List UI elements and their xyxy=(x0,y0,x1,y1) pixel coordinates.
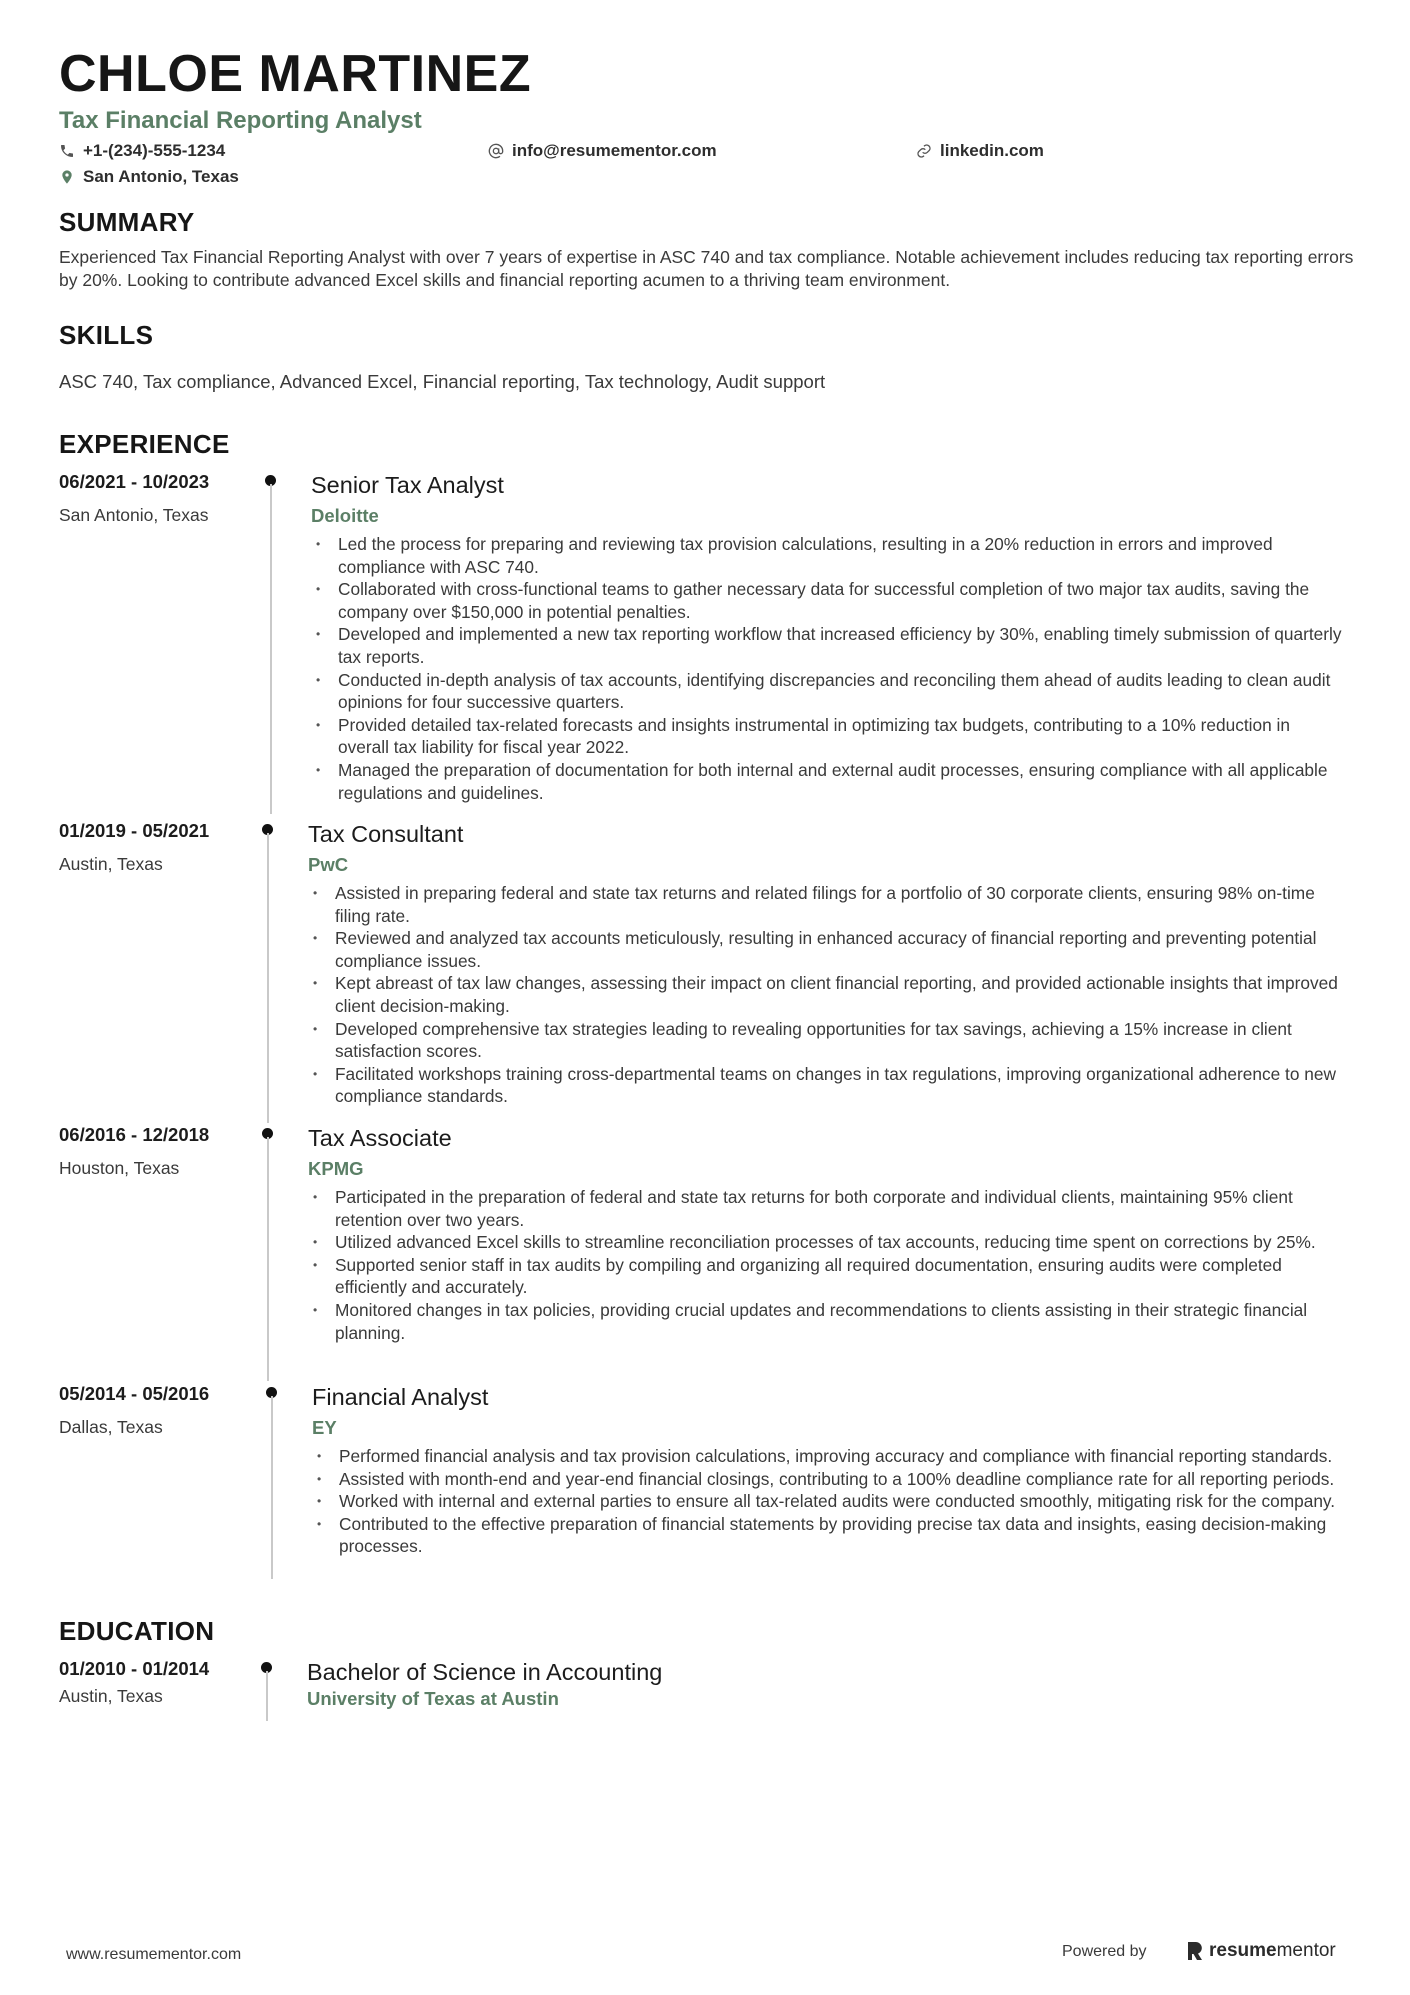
education-location: Austin, Texas xyxy=(59,1686,163,1706)
job-dates: 06/2016 - 12/2018 xyxy=(59,1124,210,1145)
job-bullets xyxy=(311,533,1343,804)
list-item: • Conducted in-depth analysis of tax accounts, identifying discrepancies and reconciling them ahead of audits leading to clean audit opinions for four successive quarters. xyxy=(311,669,1343,714)
logo-text-bold: resume xyxy=(1209,1940,1277,1961)
timeline-rail xyxy=(267,833,269,1123)
job-dates: 05/2014 - 05/2016 xyxy=(59,1383,210,1404)
at-sign-icon xyxy=(488,143,504,159)
list-item: • Utilized advanced Excel skills to streamline reconciliation processes of tax accounts, reducing time spent on corrections by 25%. xyxy=(308,1231,1340,1254)
contact-linkedin[interactable] xyxy=(916,140,1044,162)
job-company: KPMG xyxy=(308,1158,364,1179)
list-item: • Monitored changes in tax policies, providing crucial updates and recommendations to clients assisting in their strategic financial planning. xyxy=(308,1299,1340,1344)
education-heading: EDUCATION xyxy=(59,1616,215,1646)
school-name: University of Texas at Austin xyxy=(307,1688,559,1709)
list-item: • Worked with internal and external parties to ensure all tax-related audits were conducted smoothly, mitigating risk for the company. xyxy=(312,1490,1344,1513)
candidate-name: CHLOE MARTINEZ xyxy=(59,45,532,103)
job-role: Senior Tax Analyst xyxy=(311,472,504,498)
job-role: Tax Associate xyxy=(308,1125,452,1151)
timeline-rail xyxy=(271,1396,273,1579)
experience-section xyxy=(59,428,1354,1557)
job-location: Dallas, Texas xyxy=(59,1417,163,1437)
experience-heading: EXPERIENCE xyxy=(59,429,230,459)
email-text[interactable]: info@resumementor.com xyxy=(512,141,717,160)
degree-name: Bachelor of Science in Accounting xyxy=(307,1659,663,1685)
contact-email[interactable] xyxy=(488,140,717,162)
resume-page xyxy=(59,44,1354,1709)
job-location: Austin, Texas xyxy=(59,854,163,874)
timeline-rail xyxy=(267,1137,269,1381)
list-item: • Developed and implemented a new tax reporting workflow that increased efficiency by 30%, enabling timely submission of quarterly tax reports. xyxy=(311,623,1343,668)
timeline-rail xyxy=(270,484,272,814)
list-item: • Provided detailed tax-related forecasts and insights instrumental in optimizing tax budgets, contributing to a 10% reduction in overall tax liability for fiscal year 2022. xyxy=(311,714,1343,759)
job-title: Tax Financial Reporting Analyst xyxy=(59,107,422,134)
job-company: EY xyxy=(312,1417,337,1438)
link-icon xyxy=(916,143,932,159)
job-dates: 01/2019 - 05/2021 xyxy=(59,820,210,841)
list-item: • Managed the preparation of documentation for both internal and external audit processes, ensuring compliance with all applicable regulations and guidelines. xyxy=(311,759,1343,804)
skills-section xyxy=(59,319,1354,393)
linkedin-text[interactable]: linkedin.com xyxy=(940,141,1044,160)
job-location: Houston, Texas xyxy=(59,1158,180,1178)
list-item: • Facilitated workshops training cross-departmental teams on changes in tax regulations, improving organizational adherence to new compliance standards. xyxy=(308,1063,1340,1108)
list-item: • Participated in the preparation of federal and state tax returns for both corporate and individual clients, maintaining 95% client retention over two years. xyxy=(308,1186,1340,1231)
job-dates: 06/2021 - 10/2023 xyxy=(59,471,210,492)
contact-info xyxy=(59,140,1354,194)
list-item: • Assisted in preparing federal and state tax returns and related filings for a portfolio of 30 corporate clients, ensuring 98% on-time filing rate. xyxy=(308,882,1340,927)
map-pin-icon xyxy=(59,169,75,185)
phone-text: +1-(234)-555-1234 xyxy=(83,141,226,160)
resumementor-logo-icon xyxy=(1185,1940,1203,1962)
education-dates: 01/2010 - 01/2014 xyxy=(59,1658,210,1679)
summary-section xyxy=(59,206,1354,292)
job-bullets xyxy=(308,1186,1340,1344)
skills-text: ASC 740, Tax compliance, Advanced Excel, Financial reporting, Tax technology, Audit support xyxy=(59,371,826,392)
list-item: • Assisted with month-end and year-end financial closings, contributing to a 100% deadline compliance rate for all reporting periods. xyxy=(312,1468,1344,1491)
job-bullets xyxy=(312,1445,1344,1558)
summary-text: Experienced Tax Financial Reporting Analyst with over 7 years of expertise in ASC 740 and tax compliance. Notable achievement includes reducing tax reporting errors by 20%. Looking to contribute advanced Excel skills and financial reporting acumen to a thriving team environment. xyxy=(59,247,1354,290)
job-company: Deloitte xyxy=(311,505,379,526)
list-item: • Supported senior staff in tax audits by compiling and organizing all required documentation, ensuring audits were completed efficiently and accurately. xyxy=(308,1254,1340,1299)
job-role: Financial Analyst xyxy=(312,1384,489,1410)
footer-website[interactable]: www.resumementor.com xyxy=(66,1946,242,1963)
list-item: • Developed comprehensive tax strategies leading to revealing opportunities for tax savings, achieving a 15% increase in client satisfaction scores. xyxy=(308,1018,1340,1063)
location-text: San Antonio, Texas xyxy=(83,167,239,186)
list-item: • Collaborated with cross-functional teams to gather necessary data for successful completion of two major tax audits, saving the company over $150,000 in potential penalties. xyxy=(311,578,1343,623)
contact-phone xyxy=(59,140,225,162)
phone-icon xyxy=(59,143,75,159)
job-location: San Antonio, Texas xyxy=(59,505,209,525)
timeline-rail xyxy=(266,1671,268,1721)
footer-powered-by: Powered by xyxy=(1062,1943,1147,1960)
skills-heading: SKILLS xyxy=(59,320,154,350)
list-item: • Contributed to the effective preparation of financial statements by providing precise tax data and insights, easing decision-making processes. xyxy=(312,1513,1344,1558)
list-item: • Kept abreast of tax law changes, assessing their impact on client financial reporting, and provided actionable insights that improved client decision-making. xyxy=(308,972,1340,1017)
resumementor-logo[interactable] xyxy=(1185,1940,1336,1962)
list-item: • Performed financial analysis and tax provision calculations, improving accuracy and compliance with financial reporting standards. xyxy=(312,1445,1344,1468)
list-item: • Led the process for preparing and reviewing tax provision calculations, resulting in a 20% reduction in errors and improved compliance with ASC 740. xyxy=(311,533,1343,578)
job-role: Tax Consultant xyxy=(308,821,464,847)
summary-heading: SUMMARY xyxy=(59,207,195,237)
job-bullets xyxy=(308,882,1340,1108)
list-item: • Reviewed and analyzed tax accounts meticulously, resulting in enhanced accuracy of financial reporting and preventing potential compliance issues. xyxy=(308,927,1340,972)
contact-location xyxy=(59,166,239,188)
job-company: PwC xyxy=(308,854,349,875)
logo-text-light: mentor xyxy=(1276,1940,1336,1961)
